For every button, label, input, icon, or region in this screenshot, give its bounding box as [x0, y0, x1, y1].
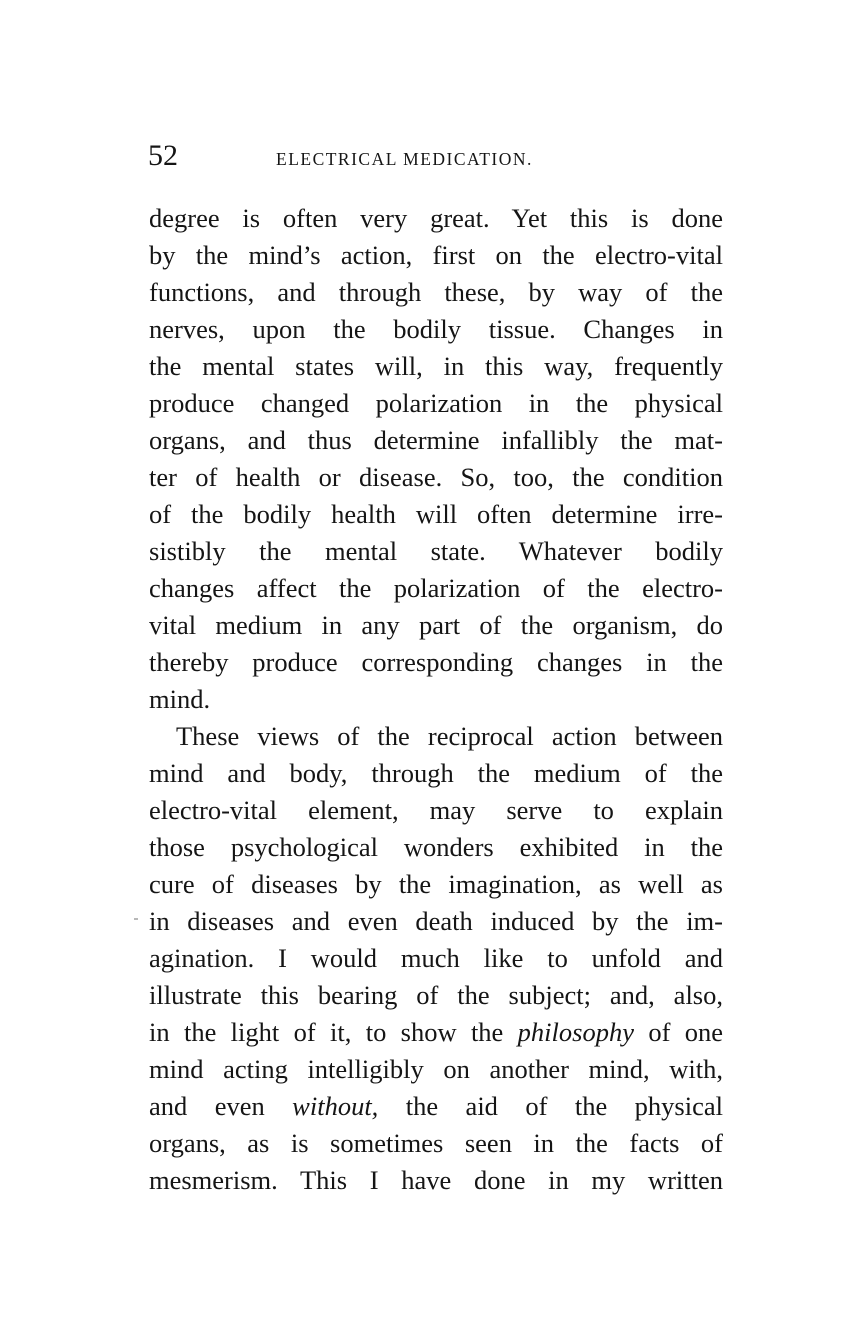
text-line: degree is often very great. Yet this is done: [149, 203, 723, 233]
text-line: cure of diseases by the imagination, as well as: [149, 869, 723, 899]
text-line: vital medium in any part of the organism, do: [149, 610, 723, 640]
text-line: of the bodily health will often determine irre-: [149, 499, 723, 529]
text-segment: and even: [149, 1091, 293, 1121]
text-line: These views of the reciprocal action between: [176, 721, 723, 751]
text-segment: of one: [633, 1017, 724, 1047]
italic-word-philosophy: philosophy: [517, 1017, 634, 1047]
text-line: sistibly the mental state. Whatever bodily: [149, 536, 723, 566]
text-line: mesmerism. This I have done in my written: [149, 1165, 723, 1195]
text-line: electro-vital element, may serve to explain: [149, 795, 723, 825]
text-segment: in the light of it, to show the: [149, 1017, 518, 1047]
text-segment: the aid of the physical: [378, 1091, 723, 1121]
running-head-title: ELECTRICAL MEDICATION.: [276, 149, 533, 169]
text-line: by the mind’s action, first on the electro-vital: [149, 240, 723, 270]
text-line-with-italic: [149, 1014, 723, 1051]
italic-word-without: without,: [292, 1091, 379, 1121]
text-line: thereby produce corresponding changes in the: [149, 647, 723, 677]
text-line: mind acting intelligibly on another mind, with,: [149, 1054, 723, 1084]
text-line: those psychological wonders exhibited in the: [149, 832, 723, 862]
text-line: organs, as is sometimes seen in the facts of: [149, 1128, 723, 1158]
text-line: nerves, upon the bodily tissue. Changes in: [149, 314, 723, 344]
text-line: organs, and thus determine infallibly the mat-: [149, 425, 723, 455]
text-line: functions, and through these, by way of the: [149, 277, 723, 307]
margin-mark: [134, 918, 138, 920]
text-line: mind.: [149, 684, 211, 714]
text-line-with-italic: [149, 1088, 723, 1125]
text-line: illustrate this bearing of the subject; and, also,: [149, 980, 723, 1010]
text-line: the mental states will, in this way, frequently: [149, 351, 723, 381]
paragraph-2: [149, 718, 723, 1199]
text-line: changes affect the polarization of the electro-: [149, 573, 723, 603]
text-line: in diseases and even death induced by the im-: [149, 906, 723, 936]
text-line: mind and body, through the medium of the: [149, 758, 723, 788]
body-text: [149, 200, 723, 1199]
text-line: produce changed polarization in the physical: [149, 388, 723, 418]
text-line: ter of health or disease. So, too, the condition: [149, 462, 723, 492]
paragraph-1: [149, 200, 723, 718]
text-line: agination. I would much like to unfold and: [149, 943, 723, 973]
running-head: [148, 138, 724, 178]
page-number: 52: [148, 139, 178, 172]
